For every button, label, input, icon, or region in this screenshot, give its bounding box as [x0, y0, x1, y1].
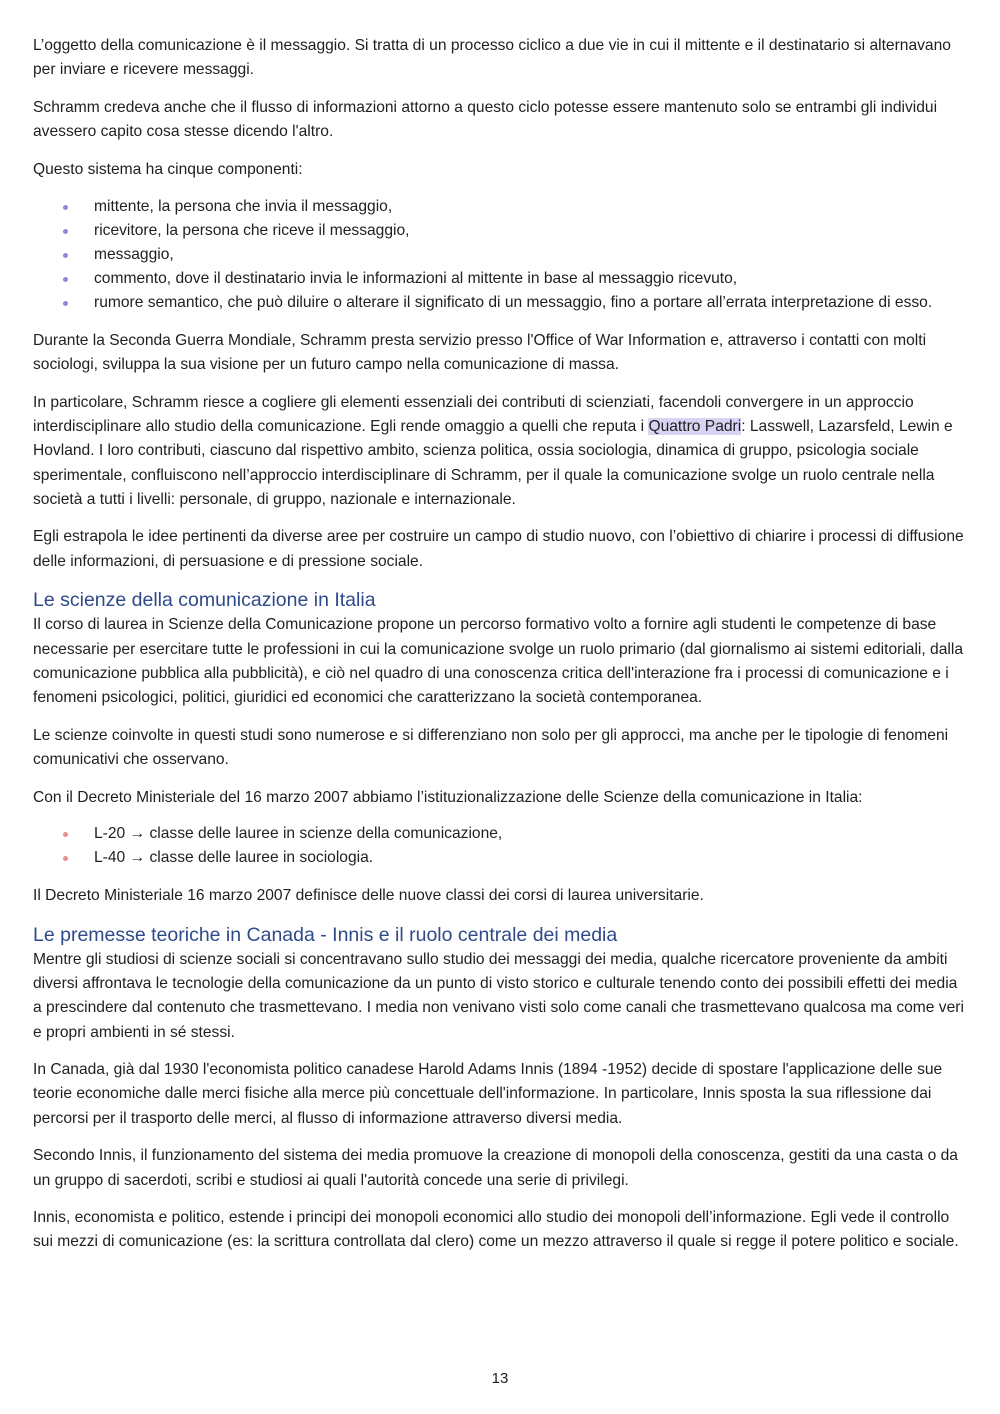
- paragraph: In Canada, già dal 1930 l'economista politico canadese Harold Adams Innis (1894 -1952) decide di spostare l'applicazione delle sue teorie economiche dalle merci fisiche alla merce più concettuale dell'informazione. In particolare, Innis sposta la sua riflessione dai percorsi per il trasporto delle merci, al flusso di informazione attraverso diversi media.: [33, 1061, 943, 1127]
- page-number: 13: [491, 1370, 509, 1387]
- list-item: rumore semantico, che può diluire o alterare il significato di un messaggio, fino a portare all’errata interpretazione di esso.: [33, 291, 967, 315]
- section-heading: Le scienze della comunicazione in Italia: [33, 589, 376, 612]
- document-page: [33, 34, 967, 1268]
- list-item: L-20 → classe delle lauree in scienze della comunicazione,: [33, 822, 967, 846]
- paragraph: L’oggetto della comunicazione è il messaggio. Si tratta di un processo ciclico a due vie in cui il mittente e il destinatario si alternavano per inviare e ricevere messaggi.: [33, 37, 951, 79]
- list-item: ricevitore, la persona che riceve il messaggio,: [33, 219, 967, 243]
- list-item: commento, dove il destinatario invia le informazioni al mittente in base al messaggio ricevuto,: [33, 267, 967, 291]
- paragraph: Innis, economista e politico, estende i principi dei monopoli economici allo studio dei monopoli dell’informazione. Egli vede il controllo sui mezzi di comunicazione (es: la scrittura controllata dal clero) come un mezzo attraverso il quale si regge il potere politico e sociale.: [33, 1209, 959, 1251]
- paragraph: Le scienze coinvolte in questi studi sono numerose e si differenziano non solo per gli approcci, ma anche per le tipologie di fenomeni comunicativi che osservano.: [33, 726, 949, 768]
- classes-list: [33, 822, 967, 870]
- paragraph-text: : Lasswell, Lazarsfeld, Lewin e Hovland. I loro contributi, ciascuno dal rispettivo ambito, scienza politica, ossia sociologia, dinamica di gruppo, psicologia sociale sperimentale, confluiscono nell’approccio interdisciplinare di Schramm, per il quale la comunicazione svolge un ruolo centrale nella società a tutti i livelli: personale, di gruppo, nazionale e internazionale.: [33, 418, 953, 508]
- paragraph: [33, 391, 967, 512]
- paragraph: Con il Decreto Ministeriale del 16 marzo 2007 abbiamo l’istituzionalizzazione delle Scienze della comunicazione in Italia:: [33, 788, 863, 806]
- components-list: [33, 195, 967, 316]
- paragraph: Schramm credeva anche che il flusso di informazioni attorno a questo ciclo potesse essere mantenuto solo se entrambi gli individui avessero capito cosa stesse dicendo l'altro.: [33, 98, 938, 141]
- list-item: mittente, la persona che invia il messaggio,: [33, 195, 967, 219]
- highlighted-text: Quattro Padri: [648, 418, 742, 436]
- paragraph-text: In particolare, Schramm riesce a cogliere gli elementi essenziali dei contributi di scienziati, facendoli convergere in un approccio interdisciplinare allo studio della comunicazione. Egli rende omaggio a quelli che reputa i: [33, 393, 914, 436]
- list-item: L-40 → classe delle lauree in sociologia.: [33, 846, 967, 870]
- paragraph: Il Decreto Ministeriale 16 marzo 2007 definisce delle nuove classi dei corsi di laurea universitarie.: [33, 887, 704, 905]
- paragraph: Questo sistema ha cinque componenti:: [33, 160, 303, 178]
- list-item: messaggio,: [33, 243, 967, 267]
- paragraph: Mentre gli studiosi di scienze sociali si concentravano sullo studio dei messaggi dei media, qualche ricercatore proveniente da ambiti diversi affrontava le tecnologie della comunicazione da un punto di visto storico e culturale tenendo conto dei possibili effetti dei media a prescindere dal contenuto che trasmettevano. I media non venivano visti solo come canali che trasmettevano qualcosa ma come veri e propri ambienti in sé stessi.: [33, 950, 964, 1041]
- paragraph: Egli estrapola le idee pertinenti da diverse aree per costruire un campo di studio nuovo, con l’obiettivo di chiarire i processi di diffusione delle informazioni, di persuasione e di pressione sociale.: [33, 528, 964, 570]
- section-heading: Le premesse teoriche in Canada - Innis e il ruolo centrale dei media: [33, 923, 618, 946]
- paragraph: Secondo Innis, il funzionamento del sistema dei media promuove la creazione di monopoli della conoscenza, gestiti da una casta o da un gruppo di sacerdoti, scribi e studiosi ai quali l'autorità concede una serie di privilegi.: [33, 1147, 958, 1189]
- paragraph: Il corso di laurea in Scienze della Comunicazione propone un percorso formativo volto a fornire agli studenti le competenze di base necessarie per esercitare tutte le professioni in cui la comunicazione svolge un ruolo primario (dal giornalismo ai sistemi editoriali, dalla comunicazione pubblica alla pubblicità), e ciò nel quadro di una conoscenza critica dell'interazione fra i processi di comunicazione e i fenomeni psicologici, politici, giuridici ed economici che caratterizzano la società contemporanea.: [33, 616, 964, 706]
- paragraph: Durante la Seconda Guerra Mondiale, Schramm presta servizio presso l'Office of War Information e, attraverso i contatti con molti sociologi, sviluppa la sua visione per un futuro campo nella comunicazione di massa.: [33, 332, 927, 374]
